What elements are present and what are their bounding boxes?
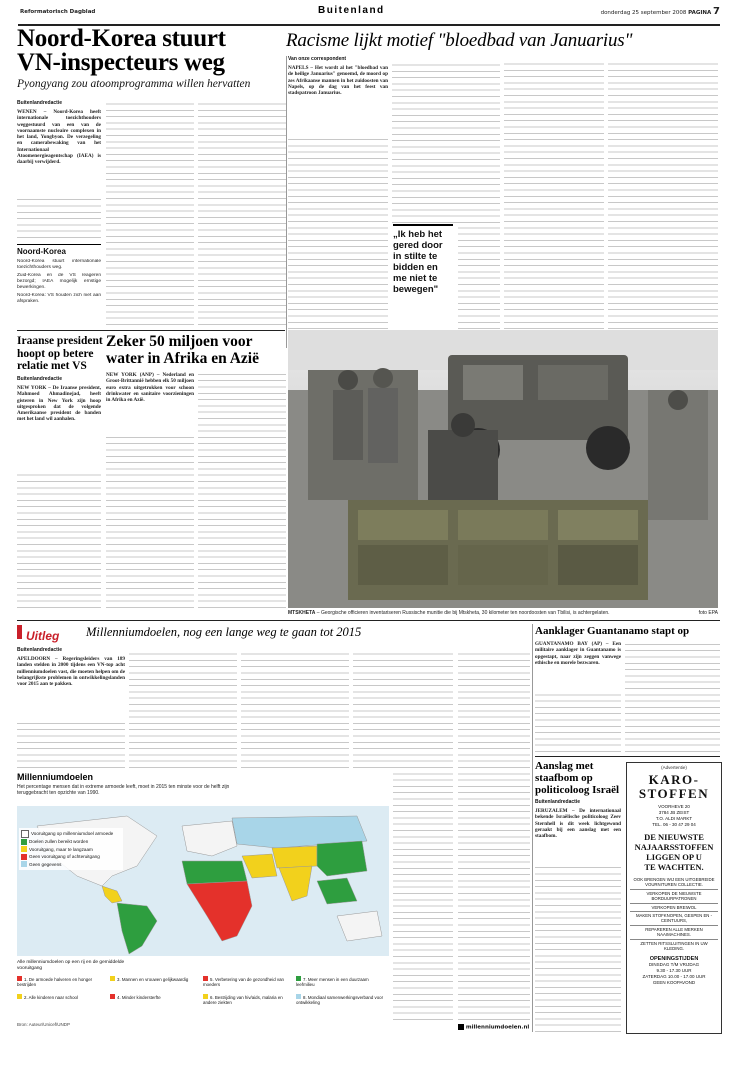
racisme-body-col4 <box>608 60 718 348</box>
staatsbom-lead: JERUZALEM – De internationaal bekende Israëlische politicoloog Zeev Sternhell is dit week lichtgewond geraakt bij een aanslag met een staafbom. <box>535 808 621 840</box>
iran-headline-line1: Iraanse president <box>17 335 103 347</box>
ad-hours-title: OPENINGSTIJDEN <box>649 956 699 963</box>
goal-icon <box>203 994 208 999</box>
ad-info: OOK BRENGEN WIJ EEN UITGEBREIDE VOURNITUREN COLLECTIE. VERKOPEN DE NIEUWSTE BORDUURPATRONEN VERKOPEN BREIWOL MAKEN STOFKNOPEN, GESPEN EN -CEINTUURS, REPAREREN ALLE MERKEN NAAIMACHINES. ZETTEN RITSSLUITINGEN IN UW KLEDING. <box>627 876 721 952</box>
uitleg-tag <box>17 625 63 643</box>
photo-caption-text: – Georgische officieren inventariseren Russische munitie die bij Mtskheta, 30 kilometer ten noordoosten van Tbilisi, is achtergelaten. <box>316 610 610 616</box>
uitleg-headline: Millenniumdoelen, nog een lange weg te gaan tot 2015 <box>86 625 362 639</box>
column-divider <box>286 56 287 348</box>
central-asia <box>272 846 317 868</box>
staatsbom-body <box>535 866 621 1032</box>
korea-byline: Buitenlandredactie <box>17 100 63 106</box>
korea-body-col2 <box>106 100 194 325</box>
korea-bottom-rule <box>17 330 285 331</box>
legend-item: Vooruitgang, maar te langzaam <box>21 846 121 854</box>
karo-stoffen-ad <box>626 762 722 1034</box>
goal-icon <box>17 994 22 999</box>
korea-body-col3 <box>198 100 286 325</box>
water-headline-line2: water in Afrika en Azië <box>106 349 259 367</box>
goal-item: 4. Minder kindersterfte <box>110 994 198 1000</box>
water-lead: NEW YORK (ANP) – Nederland en Groot-Brittannië hebben elk 50 miljoen euro extra uitgetrokken voor schoon drinkwater en sanitaire voorzieningen in Afrika en Azië. <box>106 372 194 404</box>
staatsbom-headline-line3: politicoloog Israël <box>535 784 620 796</box>
goals-title: Alle millenniumdoelen op een rij en de gemiddelde vooruitgang <box>17 960 125 971</box>
ad-label: (Advertentie) <box>661 765 687 770</box>
staatsbom-headline <box>535 760 619 796</box>
publication-name: Reformatorisch Dagblad <box>20 9 96 15</box>
uitleg-body-col5 <box>458 650 530 1020</box>
page-number: 7 <box>713 6 720 17</box>
legend-swatch <box>21 861 27 867</box>
staatsbom-headline-line2: staafbom op <box>535 772 593 784</box>
page-date <box>601 6 720 17</box>
ad-address: VOORHEVE 20 3784 JB ZEIST T.O. ALDI MARKT TEL. 06 - 30 47 29 04 <box>652 804 696 827</box>
map-source: Bron: Auteur/Unicef/UNDP <box>17 1022 71 1027</box>
guantanamo-lead: GUANTANAMO BAY (AP) – Een militaire aanklager in Guantanamo is opgestapt, naar zijn zeggen vanwege ethische en morele bezwaren. <box>535 641 621 666</box>
goal-item: 8. Mondiaal samenwerkingsverband voor ontwikkeling <box>296 995 384 1006</box>
goal-item: 5. Verbetering van de gezondheid van moeders <box>203 977 284 988</box>
goal-icon <box>17 976 22 981</box>
racisme-lead: NAPELS – Het wordt al het "bloedbad van de heilige Januarius" genoemd, de moord op zes Afrikaanse mannen in het zuidoosten van Napels, op de dag van het feest van stadspatroon Januarius. <box>288 65 388 97</box>
uitleg-lead: APELDOORN – Regeringsleiders van 189 landen stelden in 2000 tijdens een VN-top acht millenniumdoelen vast, die moeten helpen om de belangrijkste problemen in ontwikkelingslanden voor 2015 aan te pakken. <box>17 656 125 688</box>
uitleg-footer <box>458 1024 529 1031</box>
iran-headline-line3: relatie met VS <box>17 360 87 372</box>
goal-icon <box>110 976 115 981</box>
page-label: PAGINA <box>688 10 712 16</box>
date-text: donderdag 25 september 2008 <box>600 10 687 16</box>
map-legend <box>19 828 123 870</box>
goal-item: 7. Meer mensen in een duurzaam leefmilieu <box>296 977 369 988</box>
korea-box <box>17 244 101 325</box>
korea-box-item: Noord-Korea: VS houden zich niet aan afspraken. <box>17 293 101 304</box>
ad-promo: DE NIEUWSTE NAJAARSSTOFFEN LIGGEN OP U TE WACHTEN. <box>634 832 714 872</box>
east-asia <box>317 841 367 876</box>
racisme-body-col3 <box>504 60 604 348</box>
uitleg-tag-text: Uitleg <box>26 629 60 643</box>
iran-lead: NEW YORK – De Iraanse president, Mahmoed Ahmadinejad, heeft gisteren in New York zijn hoop uitgesproken dat de volgende Amerikaanse president de banden met het land wil aanhalen. <box>17 385 101 423</box>
mid-rule <box>17 620 720 621</box>
racisme-byline: Van onze correspondent <box>288 56 347 62</box>
guantanamo-body-col1 <box>535 694 621 752</box>
racisme-pullquote <box>393 224 453 295</box>
guantanamo-rule <box>535 756 720 757</box>
korea-headline-line2: VN-inspecteurs weg <box>17 49 225 76</box>
photo-credit: foto EPA <box>698 610 718 616</box>
iran-headline-line2: hoopt op betere <box>17 347 94 360</box>
column-divider <box>532 624 533 1032</box>
goal-item: 3. Mannen en vrouwen gelijkwaardig <box>110 976 198 982</box>
legend-swatch <box>21 830 29 838</box>
staatsbom-headline-line1: Aanslag met <box>535 760 594 772</box>
legend-item: Geen gegevens <box>21 861 121 869</box>
water-headline-line1: Zeker 50 miljoen voor <box>106 333 253 350</box>
goal-item: 1. De armoede halveren en honger bestrijden <box>17 977 93 988</box>
goal-icon <box>203 976 208 981</box>
racisme-body-col1 <box>288 138 388 348</box>
racisme-headline: Racisme lijkt motief "bloedbad van Januarius" <box>286 30 633 51</box>
legend-item: Geen vooruitgang of achteruitgang <box>21 853 121 861</box>
uitleg-body-col3 <box>241 650 349 768</box>
north-africa <box>182 861 247 884</box>
news-photo <box>288 330 718 608</box>
goal-icon <box>296 976 301 981</box>
legend-swatch <box>21 854 27 860</box>
korea-box-item: Noord-Korea stuurt internationale toezichthouders weg. <box>17 259 101 270</box>
ad-brand-line2: STOFFEN <box>638 786 710 801</box>
water-body-col2 <box>198 372 286 608</box>
map-title: Millenniumdoelen <box>17 772 94 782</box>
photo-caption-label: MTSKHETA <box>288 610 316 616</box>
korea-box-title: Noord-Korea <box>17 247 66 256</box>
korea-headline-line1: Noord-Korea stuurt <box>17 25 226 52</box>
korea-box-item: Zuid-Korea en de VS reageren bezorgd; IAEA mogelijk ernstige bewerkingen. <box>17 273 101 290</box>
goal-item: 2. Alle kinderen naar school <box>17 994 105 1000</box>
water-body-col1 <box>106 434 194 608</box>
uitleg-footer-link[interactable]: millenniumdoelen.nl <box>465 1024 530 1031</box>
iran-byline: Buitenlandredactie <box>17 376 63 382</box>
goals-grid <box>17 976 389 1020</box>
legend-swatch <box>21 846 27 852</box>
goal-icon <box>296 994 301 999</box>
goal-item: 6. Bestrijding van hiv/aids, malaria en andere ziekten <box>203 995 283 1006</box>
guantanamo-body-col2 <box>625 641 720 752</box>
uitleg-body-col4 <box>353 650 453 768</box>
legend-item: Doelen zullen bereikt worden <box>21 838 121 846</box>
goal-icon <box>110 994 115 999</box>
racisme-body-col2a <box>392 60 500 223</box>
photo-caption <box>288 610 718 618</box>
ad-brand-line1: KARO- <box>648 772 700 787</box>
ad-brand <box>627 773 721 801</box>
map-infographic <box>17 772 389 1032</box>
pullquote-text: „Ik heb het gered door in stilte te bidden en me niet te bewegen" <box>393 229 443 295</box>
iran-body <box>17 470 101 608</box>
ad-hours: DINSDAG T/M VRIJDAG 9.30 - 17.30 UUR ZATERDAG 10.00 - 17.00 UUR GEEN KOOPAVOND <box>642 962 706 986</box>
uitleg-body-col2 <box>129 650 237 768</box>
korea-lead: WENEN – Noord-Korea heeft internationale toezichthouders weggestuurd van een van de voornaamste nucleaire complexen in het land, Yongbyon. De verzegeling en camerabewaking van het Internationaal Atoomenergieagentschap (IAEA) is daarbij verwijderd. <box>17 109 101 166</box>
uitleg-byline: Buitenlandredactie <box>17 647 63 653</box>
staatsbom-byline: Buitenlandredactie <box>535 799 581 805</box>
legend-swatch <box>21 839 27 845</box>
guantanamo-headline: Aanklager Guantanamo stapt op <box>535 625 690 637</box>
iran-headline <box>17 335 103 373</box>
web-icon <box>458 1024 464 1030</box>
section-title: Buitenland <box>318 5 385 16</box>
uitleg-body-col1 <box>17 720 125 768</box>
korea-subhead: Pyongyang zou atoomprogramma willen hervatten <box>17 78 251 90</box>
water-headline <box>106 334 259 367</box>
korea-body-col1 <box>17 196 101 238</box>
legend-item: Vooruitgang op millenniumdoel armoede <box>21 830 121 838</box>
map-intro: Het percentage mensen dat in extreme armoede leeft, moet in 2015 ten minste voor de helft zijn teruggebracht ten opzichte van 1990. <box>17 784 230 796</box>
uitleg-body-col4b <box>393 772 453 1020</box>
korea-headline <box>17 27 226 75</box>
